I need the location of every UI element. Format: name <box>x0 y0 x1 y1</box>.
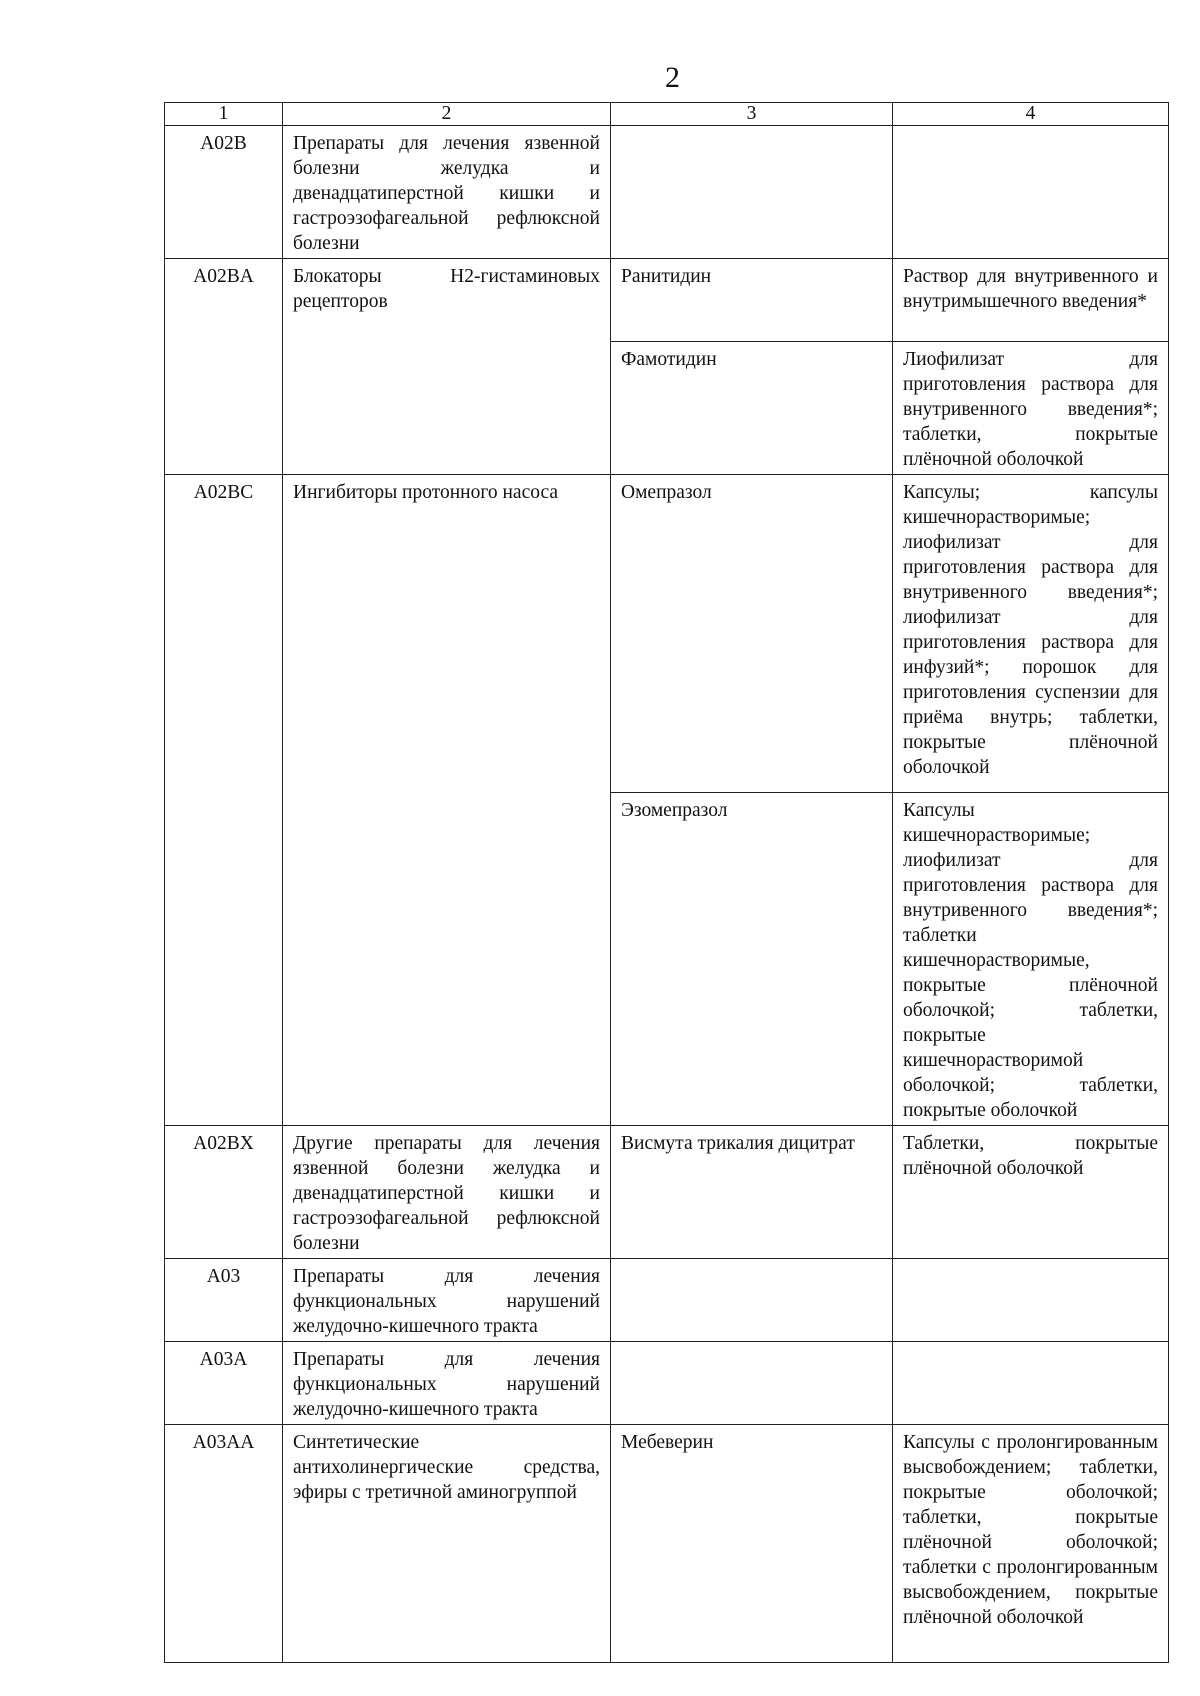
column-header: 2 <box>283 103 611 126</box>
atc-code: A02BX <box>165 1126 283 1259</box>
drug-name: Эзомепразол <box>611 793 893 1126</box>
drug-name: Омепразол <box>611 475 893 793</box>
drug-table <box>164 102 1169 1663</box>
table-row <box>165 475 1169 793</box>
dosage-form: Таблетки, покрытые плёночной оболочкой <box>893 1126 1169 1259</box>
table-header-row <box>165 103 1169 126</box>
table-row <box>165 1259 1169 1342</box>
drug-name: Ранитидин <box>611 259 893 342</box>
drug-name: Мебеверин <box>611 1425 893 1663</box>
dosage-form <box>893 1259 1169 1342</box>
table-row <box>165 1126 1169 1259</box>
atc-code: A03AA <box>165 1425 283 1663</box>
table-row <box>165 1342 1169 1425</box>
dosage-form: Раствор для внутривенного и внутримышечного введения* <box>893 259 1169 342</box>
dosage-form <box>893 126 1169 259</box>
page-number: 2 <box>665 61 680 94</box>
group-name: Препараты для лечения функциональных нарушений желудочно-кишечного тракта <box>283 1342 611 1425</box>
group-name: Другие препараты для лечения язвенной болезни желудка и двенадцатиперстной кишки и гастроэзофагеальной рефлюксной болезни <box>283 1126 611 1259</box>
group-name: Ингибиторы протонного насоса <box>283 475 611 1126</box>
table-row <box>165 126 1169 259</box>
dosage-form: Капсулы с пролонгированным высвобождением; таблетки, покрытые оболочкой; таблетки, покрытые плёночной оболочкой; таблетки с пролонгированным высвобождением, покрытые плёночной оболочкой <box>893 1425 1169 1663</box>
column-header: 1 <box>165 103 283 126</box>
group-name: Препараты для лечения функциональных нарушений желудочно-кишечного тракта <box>283 1259 611 1342</box>
column-header: 3 <box>611 103 893 126</box>
dosage-form: Лиофилизат для приготовления раствора для внутривенного введения*; таблетки, покрытые плёночной оболочкой <box>893 342 1169 475</box>
dosage-form <box>893 1342 1169 1425</box>
column-header: 4 <box>893 103 1169 126</box>
atc-code: A03 <box>165 1259 283 1342</box>
table-row <box>165 259 1169 342</box>
atc-code: A02B <box>165 126 283 259</box>
drug-name: Висмута трикалия дицитрат <box>611 1126 893 1259</box>
drug-name <box>611 1259 893 1342</box>
group-name: Синтетические антихолинергические средства, эфиры с третичной аминогруппой <box>283 1425 611 1663</box>
dosage-form: Капсулы кишечнорастворимые; лиофилизат для приготовления раствора для внутривенного введения*; таблетки кишечнорастворимые, покрытые плёночной оболочкой; таблетки, покрытые кишечнорастворимой оболочкой; таблетки, покрытые оболочкой <box>893 793 1169 1126</box>
drug-name <box>611 126 893 259</box>
drug-name <box>611 1342 893 1425</box>
dosage-form: Капсулы; капсулы кишечнорастворимые; лиофилизат для приготовления раствора для внутривенного введения*; лиофилизат для приготовления раствора для инфузий*; порошок для приготовления суспензии для приёма внутрь; таблетки, покрытые плёночной оболочкой <box>893 475 1169 793</box>
atc-code: A02BA <box>165 259 283 475</box>
group-name: Блокаторы H2-гистаминовых рецепторов <box>283 259 611 475</box>
atc-code: A03A <box>165 1342 283 1425</box>
drug-name: Фамотидин <box>611 342 893 475</box>
atc-code: A02BC <box>165 475 283 1126</box>
table-row <box>165 1425 1169 1663</box>
group-name: Препараты для лечения язвенной болезни желудка и двенадцатиперстной кишки и гастроэзофагеальной рефлюксной болезни <box>283 126 611 259</box>
